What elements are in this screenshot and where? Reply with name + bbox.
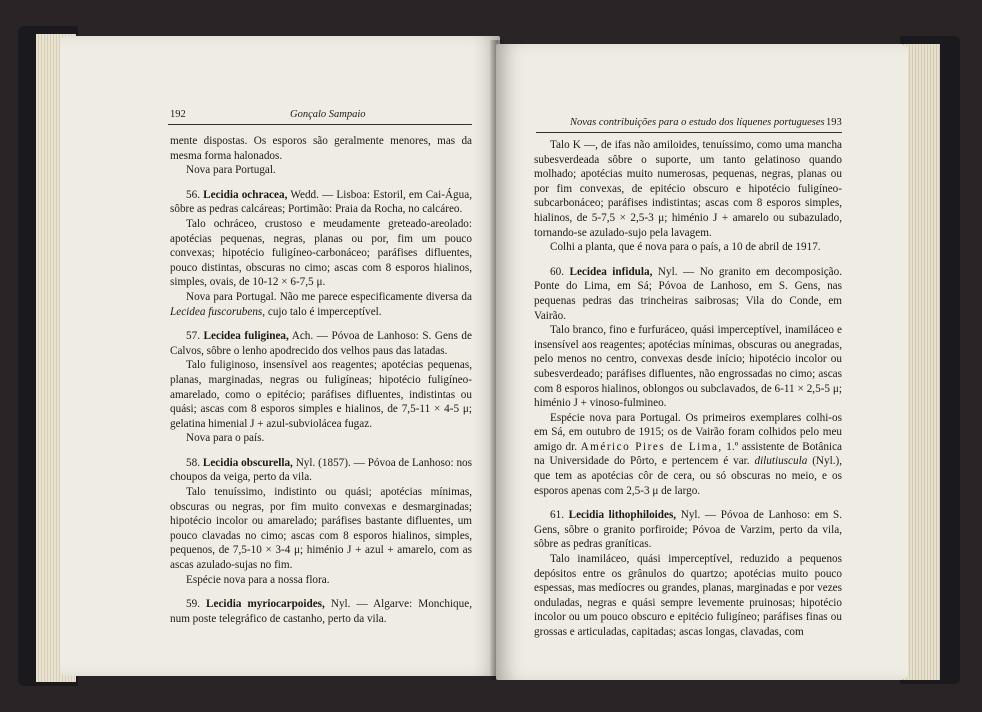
paragraph: mente dispostas. Os esporos são geralmente menores, mas da mesma forma halonados. [170,135,472,162]
paragraph: Espécie nova para Portugal. Os primeiros exemplares colhi-os em Sá, em outubro de 1915; os de Vairão foram colhidos pelo meu amigo dr. Américo Pires de Lima, 1.º assistente de Botânica na Universidade do Pôrto, e pertencem é var. dilutiuscula (Nyl.), que tem as apotécias côr de cera, ou só obscuras no meio, e os esporos apenas com 2,5-3 μ de largo. [534,411,843,497]
page-edges-right [904,44,940,680]
species-name: Lecidia lithophiloides, [568,509,677,522]
left-body-text [170,134,472,626]
paragraph: Talo branco, fino e furfuráceo, quási imperceptível, inamiláceo e insensível aos reagentes; apotécias mínimas, obscuras ou anegradas, pelo menos no centro, convexas desde início; hipotécio incolor ou subesverdeado; paráfises difluentes, não engrossadas no cimo; ascas com 8 esporos hialinos, oblongos ou subclavados, de 6-11 × 2,5-5 μ; himénio J + vinoso-fulmineo. [534,324,842,410]
species-entry: 56. Lecidia ochracea, Wedd. — Lisboa: Estoril, em Cai-Água, sôbre as pedras calcáreas; Portimão: Praia da Rocha, no calcáreo. [170,188,472,216]
species-entry: 58. Lecidia obscurella, Nyl. (1857). — Póvoa de Lanhoso: nos choupos da veiga, perto da vila. [170,456,473,484]
species-name: Lecidia obscurella, [202,456,293,469]
header-rule-right [536,132,842,133]
right-page [496,44,908,680]
right-page-number: 193 [826,117,842,128]
paragraph: Talo fuliginoso, insensível aos reagentes; apotécias pequenas, planas, marginadas, negras ou fuligíneas; hipotécio fuligíneo-amarelado, como o epitécio; paráfises difluentes, indistintas ou quási; ascas com 8 esporos simples e hialinos, de 7,5-11 × 4-5 μ; gelatina himenial J + azul-subviolácea fugaz. [170,359,472,430]
paragraph: Talo ochráceo, crustoso e meudamente greteado-areolado: apotécias pequenas, negras, planas ou por, fim um pouco convexas; hipotécio fuligíneo-carbonáceo; paráfises difluentes, pouco distintas, obscuras no cimo; ascas com 8 esporos hialinos, simples, ovais, de 10-12 × 6-7,5 μ. [170,217,472,289]
species-entry: 59. Lecidia myriocarpoides, Nyl. — Algarve: Monchique, num poste telegráfico de castanho, perto da vila. [170,598,473,625]
species-entry: 57. Lecidea fuliginea, Ach. — Póvoa de Lanhoso: S. Gens de Calvos, sôbre o lenho apodrecido dos velhos paus das latadas. [170,330,472,357]
paragraph: Talo K —, de ifas não amiloides, tenuíssimo, como uma mancha subesverdeada sôbre o suporte, um tanto gelatinoso quando molhado; apotécias muito numerosas, pequenas, negras, planas ou por fim convexas, de epitécio obscuro e hipotécio fuligíneo-subcarbonáceo; paráfises indistintas; ascas com 8 esporos simples, hialinos, de 5-7,5 × 2,5-3 μ; himénio J + amarelo ou subazulado, tornando-se azulado-sujo pela lavagem. [534,139,842,239]
species-entry: 60. Lecidea infidula, Nyl. — No granito em decomposição. Ponte do Lima, em Sá; Póvoa de Lanhoso, em S. Gens, nas pequenas pedras das trincheiras saibrosas; Vila do Conde, em Vairão. [534,265,843,322]
right-body-text [534,138,842,640]
paragraph: Talo tenuíssimo, indistinto ou quási; apotécias mínimas, obscuras ou negras, por fim muito convexas e desmarginadas; hipotécio incolor ou amarelado; paráfises bastante difluentes, um pouco clavadas no cimo; ascas com 8 esporos hialinos, simples, pequenos, de 7,5-10 × 3-4 μ; himénio J + azul + amarelo, com as ascas azulado-sujas no fim. [170,486,472,572]
species-name: Lecidia ochracea, [203,188,288,201]
species-entry: 61. Lecidia lithophiloides, Nyl. — Póvoa de Lanhoso: em S. Gens, sôbre o granito porfiroide; Póvoa de Varzim, perto da vila, sôbre as pedras graníticas. [534,509,843,551]
paragraph: Talo inamiláceo, quási imperceptível, reduzido a pequenos depósitos entre os grânulos do quartzo; apotécias muito pouco espessas, mas medíocres ou grandes, planas, marginadas e por vezes onduladas, negras e quási sempre levemente pruinosas; hipotécio incolor ou um pouco obscuro e epitécio fuligíneo; paráfises finas ou grossas e articuladas, capitadas; ascas longas, clavadas, com [534,553,842,638]
left-page [60,36,500,676]
paragraph: Espécie nova para a nossa flora. [186,573,330,586]
paragraph: Colhi a planta, que é nova para o país, a 10 de abril de 1917. [550,241,821,254]
header-rule-left [168,124,472,125]
left-page-number: 192 [170,109,186,120]
paragraph: Nova para o país. [186,432,265,445]
species-name: Lecidea fuliginea, [203,330,289,343]
right-running-head: Novas contribuições para o estudo dos líquenes portugueses [570,117,825,128]
species-name: Lecidea infidula, [569,265,653,278]
paragraph: Nova para Portugal. Não me parece especificamente diversa da Lecidea fuscorubens, cujo talo é imperceptível. [170,290,472,318]
left-running-head: Gonçalo Sampaio [290,109,366,120]
species-name: Lecidia myriocarpoides, [206,598,325,611]
paragraph: Nova para Portugal. [186,164,276,177]
